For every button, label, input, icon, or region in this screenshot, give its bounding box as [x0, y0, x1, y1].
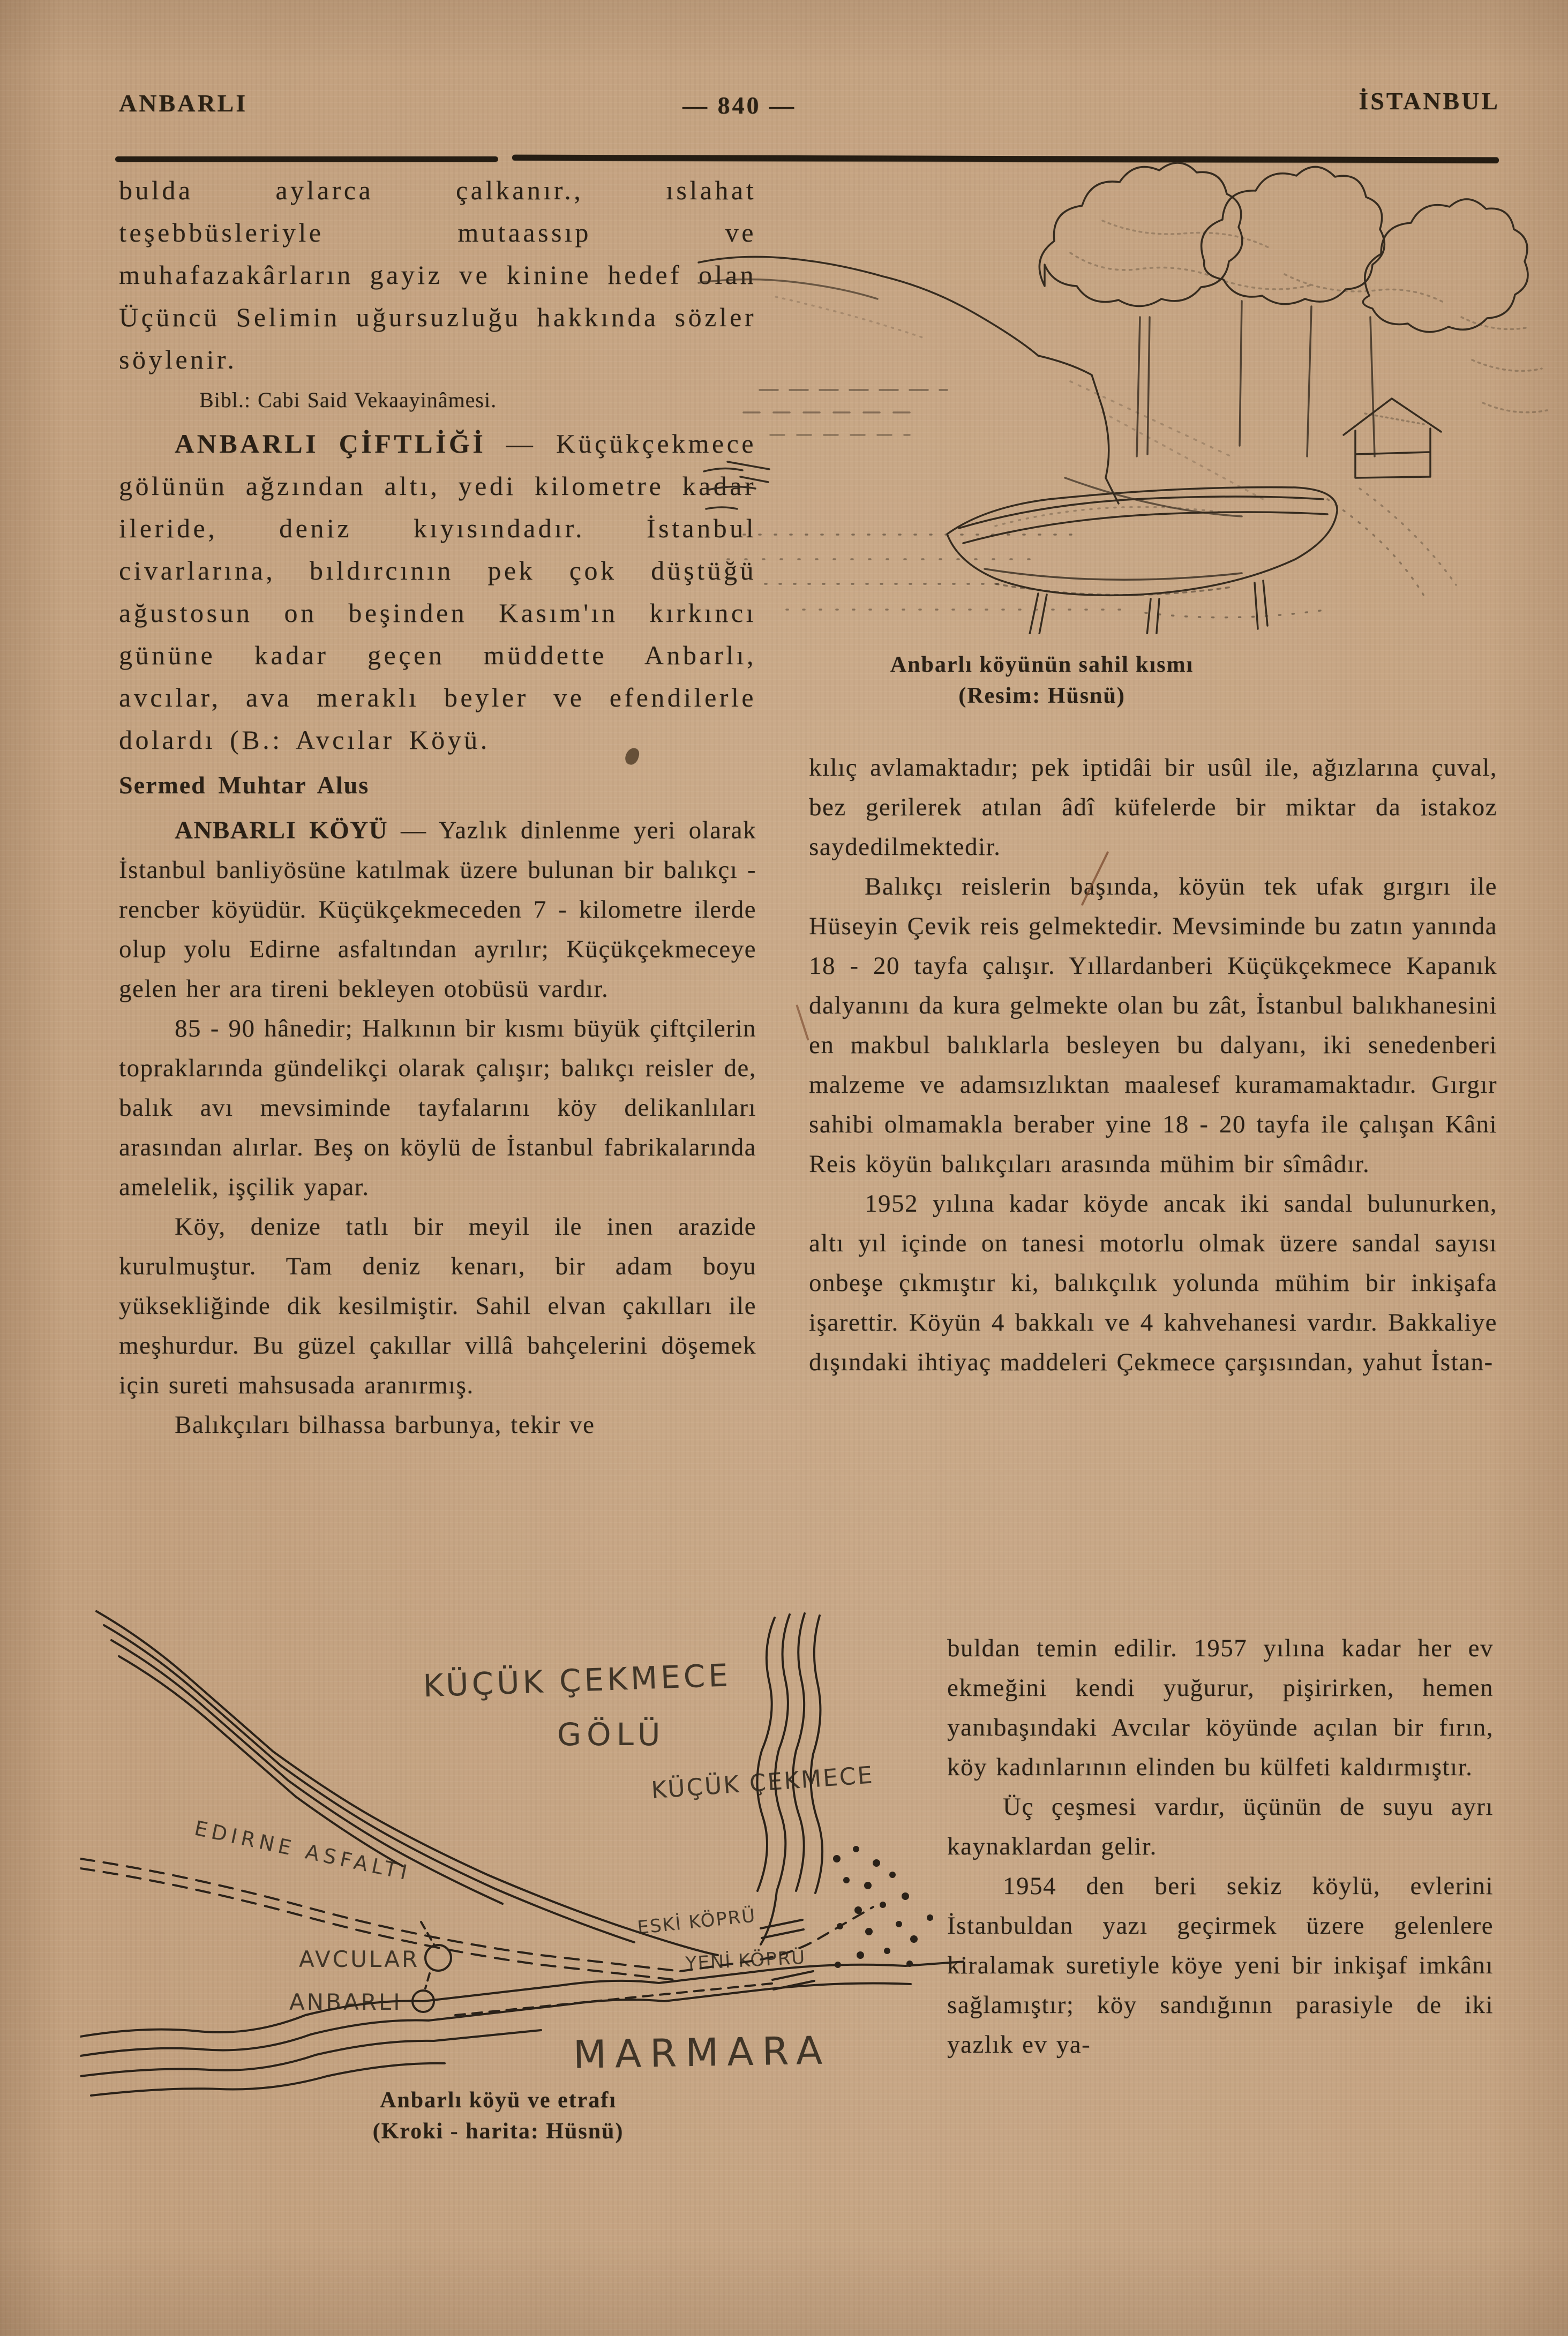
illustration-caption-line2: (Resim: Hüsnü): [958, 683, 1126, 708]
map-label-anbarli: ANBARLI: [289, 1989, 402, 2015]
sketch-map: [80, 1607, 964, 2121]
paragraph-fountains: Üç çeşmesi vardır, üçünün de suyu ayrı kaynaklardan gelir.: [947, 1793, 1494, 1860]
town-dots: [833, 1846, 933, 1968]
paragraph-1954: 1954 den beri sekiz köylü, evlerini İstanbuldan yazı geçirmek üzere gelenlere kiralamak suretiyle köye yeni bir inkişaf imkânı sağlamıştır; köy sandığının parasiyle de iki yazlık ev ya-: [947, 1872, 1494, 2059]
paragraph-1952-continued: buldan temin edilir. 1957 yılına kadar her ev ekmeğini kendi yuğurur, pişirirken, hemen yanıbaşındaki Avcılar köyünde açılan bir fırın, köy kadınlarının elinden bu külfeti kaldırmıştır.: [947, 1634, 1494, 1781]
map-caption-line1: Anbarlı köyü ve etrafı: [380, 2088, 617, 2113]
right-column: [809, 748, 1497, 1382]
left-column: [119, 169, 756, 1445]
map-label-lake-line2: GÖLÜ: [557, 1716, 666, 1753]
map-label-road: EDIRNE ASFALTI: [192, 1816, 414, 1886]
avcilar-marker: [425, 1945, 451, 1971]
map-label-avcilar: AVCULAR: [299, 1946, 420, 1972]
entry-anbarli-ciftligi: [119, 423, 756, 761]
entry-title-ciftligi: ANBARLI ÇİFTLİĞİ: [175, 429, 486, 459]
paragraph-reis: Balıkçı reislerin başında, köyün tek ufak gırgırı ile Hüseyin Çevik reis gelmektedir. Mevsiminde bu zatın yanında 18 - 20 tayfa çalışır. Yıllardanberi Küçükçekmece Kapanık dalyanını da kura gelmekte olan bu zât, İstanbul balıkhanesini en makbul balıklarla besleyen bu dalyanı, iki senedenberi malzeme ve adamsızlıktan maalesef kuramamaktadır. Gırgır sahibi olmamakla beraber yine 18 - 20 tayfa ile çalışan Kâni Reis köyün balıkçıları arasında mühim bir sîmâdır.: [809, 873, 1497, 1178]
page-header-right-keyword: İSTANBUL: [1359, 87, 1500, 115]
illustration-caption-line1: Anbarlı köyünün sahil kısmı: [890, 652, 1194, 677]
shore-illustration: [695, 156, 1560, 634]
author-signature: Sermed Muhtar Alus: [119, 771, 370, 799]
paragraph-households: 85 - 90 hânedir; Halkının bir kısmı büyük çiftçilerin topraklarında gündelikçi olarak çalışır; balıkçı reisler de, balık avı mevsiminde tayfalarını köy delikanlıları arasından alırlar. Beş on köylü de İstanbul fabrikalarında amelelik, işçilik yapar.: [119, 1015, 756, 1201]
map-caption: [279, 2085, 718, 2147]
page-number: — 840 —: [682, 92, 796, 119]
entry-body-ciftligi: — Küçükçekmece gölünün ağzından altı, yedi kilometre kadar ileride, deniz kıyısındadır. İstanbul civarlarına, bıldırcının pek çok düştüğü ağustosun on beşinden Kasım'ın kırkıncı gününe kadar geçen müddette Anbarlı, avcılar, ava meraklı beyler ve efendilerle dolardı (B.: Avcılar Köyü.: [119, 429, 756, 755]
paragraph-fishing: kılıç avlamaktadır; pek iptidâi bir usûl ile, ağızlarına çuval, bez gerilerek atılan âdî küfelerde bir miktar da istakoz saydedilmektedir.: [809, 754, 1497, 861]
pen-mark-slash: [796, 1004, 809, 1041]
entry-anbarli-koyu: [119, 810, 756, 1009]
header-rule-left: [115, 156, 498, 162]
entry-body-koyu: — Yazlık dinlenme yeri olarak İstanbul banliyösüne katılmak üzere bulunan bir balıkçı - rencber köyüdür. Küçükçekmeceden 7 - kilometre ilerde olup yolu Edirne asfaltından ayrılır; Küçükçekmeceye gelen her ara tireni bekleyen otobüsü vardır.: [119, 816, 756, 1003]
village-branch-road: [421, 1922, 434, 1988]
paragraph-fish-lead: Balıkçıları bilhassa barbunya, tekir ve: [175, 1411, 595, 1439]
sea-coastline: [80, 1962, 964, 2095]
paragraph-terrain: Köy, denize tatlı bir meyil ile inen arazide kurulmuştur. Tam deniz kenarı, bir adam boyu yüksekliğinde dik kesilmiştir. Sahil elvan çakılları ile meşhurdur. Bu güzel çakıllar villâ bahçelerini döşemek için sureti mahsusada aranırmış.: [119, 1213, 756, 1399]
paragraph-1952: 1952 yılına kadar köyde ancak iki sandal bulunurken, altı yıl içinde on tanesi motorlu olmak üzere sandal sayısı onbeşe çıkmıştır ki, balıkçılık yolunda mühim bir inkişafa işarettir. Köyün 4 bakkalı ve 4 kahvehanesi vardır. Bakkaliye dışındaki ihtiyaç maddeleri Çekmece çarşısından, yahut İstan-: [809, 1190, 1497, 1376]
map-label-town: KÜÇÜK ÇEKMECE: [650, 1761, 875, 1805]
paragraph-continuation: bulda aylarca çalkanır., ıslahat teşebbüsleriyle mutaassıp ve muhafazakârların gayiz ve kinine hedef olan Üçüncü Selimin uğursuzluğu hakkında sözler söylenir.: [119, 175, 756, 374]
entry-title-koyu: ANBARLI KÖYÜ: [175, 816, 388, 844]
right-column-narrow: [947, 1628, 1494, 2064]
illustration-caption: [828, 649, 1256, 711]
map-label-sea: MARMARA: [573, 2027, 831, 2077]
map-label-old-bridge: ESKİ KÖPRÜ: [636, 1905, 757, 1939]
page-header-left-keyword: ANBARLI: [119, 89, 248, 117]
bibliography-line: Bibl.: Cabi Said Vekaayinâmesi.: [199, 388, 497, 412]
map-label-lake-line1: KÜÇÜK ÇEKMECE: [422, 1657, 732, 1704]
map-label-new-bridge: YENİ KÖPRÜ: [685, 1947, 807, 1975]
map-caption-line2: (Kroki - harita: Hüsnü): [372, 2119, 624, 2144]
coastal-road: [455, 1983, 777, 2015]
